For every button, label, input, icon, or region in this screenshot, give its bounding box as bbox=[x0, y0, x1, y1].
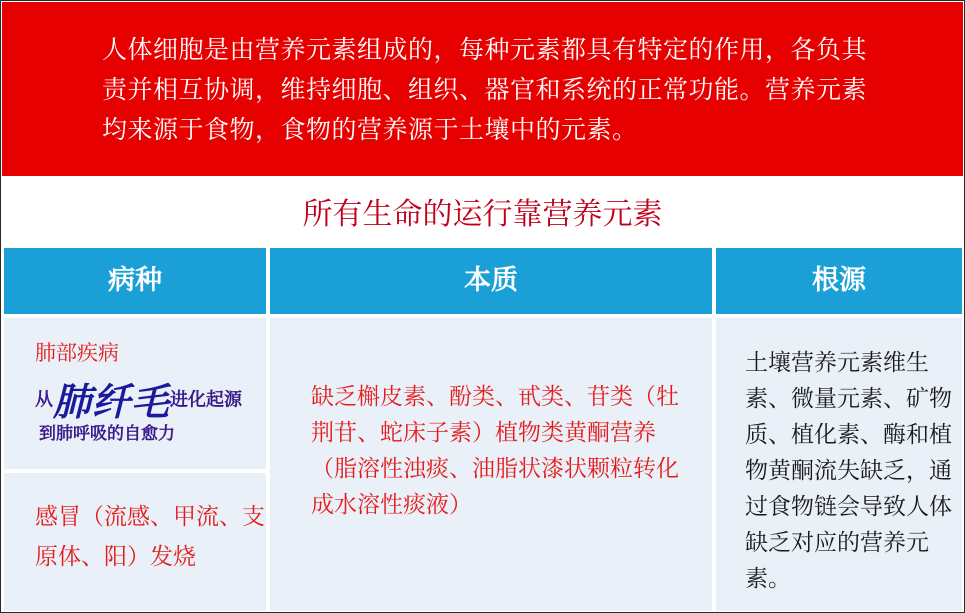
header-disease: 病种 bbox=[4, 248, 266, 314]
intro-banner bbox=[2, 2, 963, 176]
disease-cold-text: 感冒（流感、甲流、支原体、阳）发烧 bbox=[35, 504, 265, 570]
evo-prefix: 从 bbox=[35, 389, 53, 411]
header-essence: 本质 bbox=[270, 248, 712, 314]
intro-text: 人体细胞是由营养元素组成的，每种元素都具有特定的作用，各负其责并相互协调，维持细胞、组织、器官和系统的正常功能。营养元素均来源于食物，食物的营养源于土壤中的元素。 bbox=[102, 35, 868, 144]
disease-lung-title: 肺部疾病 bbox=[35, 341, 119, 365]
section-title: 所有生命的运行靠营养元素 bbox=[302, 197, 663, 232]
lung-evolution-heading bbox=[35, 371, 242, 426]
evo-subline: 到肺呼吸的自愈力 bbox=[39, 424, 175, 444]
root-text: 土壤营养元素维生素、微量元素、矿物质、植化素、酶和植物黄酮流失缺乏，通过食物链会导致人体缺乏对应的营养元素。 bbox=[745, 350, 952, 592]
essence-text: 缺乏槲皮素、酚类、甙类、苷类（牡荆苷、蛇床子素）植物类黄酮营养（脂溶性浊痰、油脂状漆状颗粒转化成水溶性痰液） bbox=[311, 384, 679, 518]
evo-suffix: 进化起源 bbox=[170, 389, 243, 411]
evo-highlight: 肺纤毛 bbox=[53, 380, 171, 424]
header-root: 根源 bbox=[716, 248, 962, 314]
